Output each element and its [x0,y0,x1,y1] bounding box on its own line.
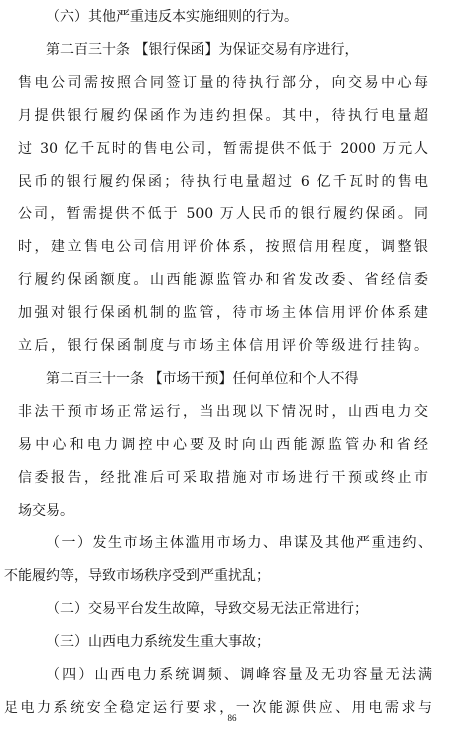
list-item-line: （三）山西电力系统发生重大事故； [46,634,270,651]
paragraph-line: 非法干预市场正常运行，当出现以下情况时，山西电力交 [18,403,428,420]
list-item-line: （四）山西电力系统调频、调峰容量及无功容量无法满 [46,667,432,683]
paragraph-line: 行履约保函额度。山西能源监管办和省发改委、省经信委 [18,272,428,289]
paragraph-line: 信委报告，经批准后可采取措施对市场进行干预或终止市 [18,469,428,486]
list-item-line: （一）发生市场主体滥用市场力、串谋及其他严重违约、 [46,535,432,552]
paragraph-line: 民币的银行履约保函；待执行电量超过 6 亿千瓦时的售电 [18,173,428,190]
paragraph-line: 售电公司需按照合同签订量的待执行部分，向交易中心每 [18,74,428,91]
paragraph-line: 公司，暂需提供不低于 500 万人民币的银行履约保函。同 [18,206,428,223]
list-item-line: （二）交易平台发生故障，导致交易无法正常进行； [46,601,368,618]
list-item-line: 足电力系统安全稳定运行要求，一次能源供应、用电需求与 [4,699,432,716]
paragraph-line: 立后，银行保函制度与市场主体信用评价等级进行挂钩。 [18,338,428,354]
paragraph-line: 月提供银行履约保函作为违约担保。其中，待执行电量超 [18,107,428,124]
paragraph-line: （六）其他严重违反本实施细则的行为。 [46,9,298,25]
paragraph-line: 加强对银行保函机制的监管，待市场主体信用评价体系建 [18,305,428,322]
article-230-heading: 第二百三十条 【银行保函】为保证交易有序进行， [46,41,359,58]
paragraph-line: 过 30 亿千瓦时的售电公司，暂需提供不低于 2000 万元人 [18,140,428,157]
paragraph-line: 时，建立售电公司信用评价体系，按照信用程度，调整银 [18,239,428,256]
list-item-line: 不能履约等，导致市场秩序受到严重扰乱； [4,568,270,585]
paragraph-line: 场交易。 [18,502,74,519]
page-number: 86 [227,713,237,723]
paragraph-line: 易中心和电力调控中心要及时向山西能源监管办和省经 [18,436,428,453]
article-231-heading: 第二百三十一条 【市场干预】任何单位和个人不得 [46,370,359,387]
